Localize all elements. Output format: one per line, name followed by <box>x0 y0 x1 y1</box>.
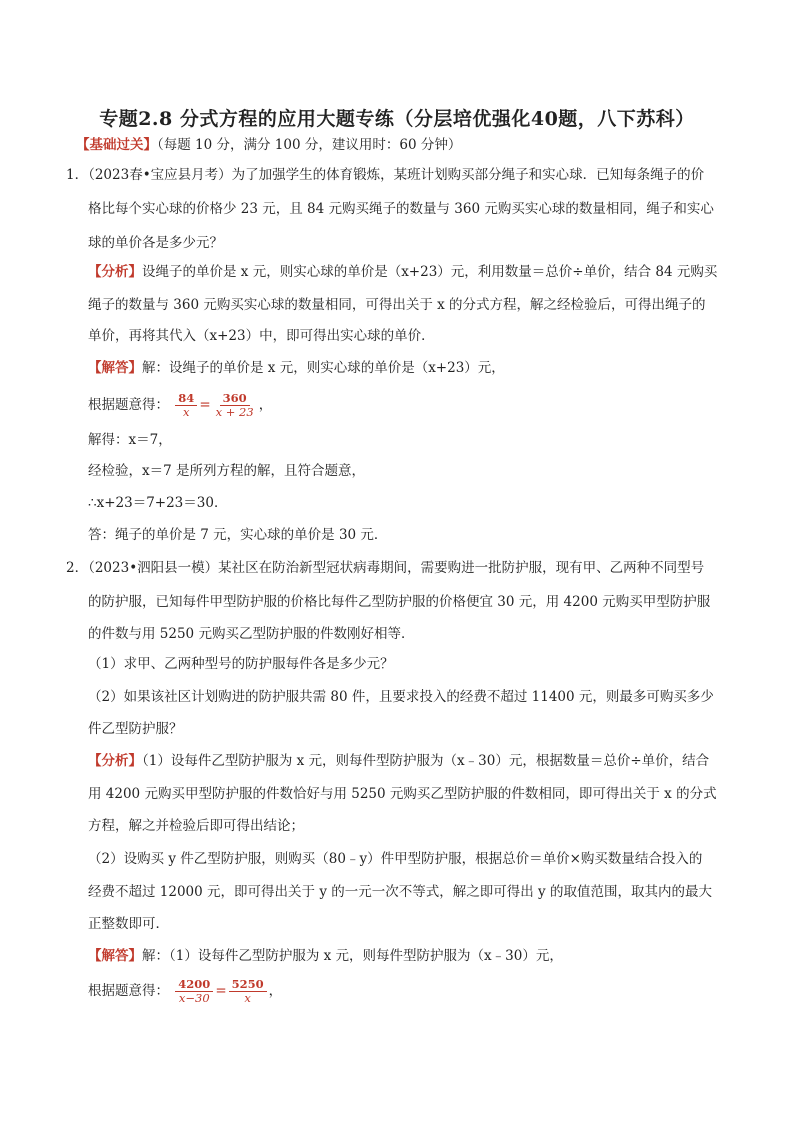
q1-analysis-2: 绳子的数量与 360 元购买实心球的数量相同，可得出关于 x 的分式方程，解之经检验后，可得出绳子的 <box>88 297 706 313</box>
q2-sub-question-2b: 件乙型防护服？ <box>88 721 183 737</box>
q1-answer-1 <box>88 358 505 378</box>
q2-eq-prefix: 根据题意得： <box>88 983 169 999</box>
q1-fraction-2 <box>213 392 257 419</box>
q1-check: 经检验，x＝7 是所列方程的解，且符合题意， <box>88 463 365 479</box>
section-tag: 【基础过关】 <box>76 137 157 153</box>
q2-line-3: 的件数与用 5250 元购买乙型防护服的件数刚好相等． <box>88 626 415 642</box>
q1-solve: 解得：x＝7， <box>88 432 172 448</box>
q1-final-answer: 答：绳子的单价是 7 元，实心球的单价是 30 元． <box>88 527 388 543</box>
q2-frac2-denominator: x <box>244 991 251 1005</box>
q2-analysis-tag: 【分析】 <box>88 753 142 769</box>
q1-frac2-denominator: x + 23 <box>215 405 254 419</box>
q2-analysis-2: 用 4200 元购买甲型防护服的件数恰好与用 5250 元购买乙型防护服的件数相同，即可得出关于 x 的分式 <box>88 786 717 802</box>
q2-fraction-2 <box>229 978 267 1005</box>
q2-analysis-5: 经费不超过 12000 元，即可得出关于 y 的一元一次不等式，解之即可得出 y 的取值范围，取其内的最大 <box>88 884 712 900</box>
q1-frac2-numerator: 360 <box>220 392 250 406</box>
q1-answer-text-1: 解：设绳子的单价是 x 元，则实心球的单价是（x+23）元， <box>142 360 505 376</box>
q1-equation <box>88 392 272 419</box>
q2-answer-text-1: 解：（1）设每件乙型防护服为 x 元，则每件型防护服为（x﹣30）元， <box>142 948 563 964</box>
q2-fraction-1 <box>175 978 213 1005</box>
section-header <box>76 135 461 155</box>
q2-analysis-3: 方程，解之并检验后即可得出结论； <box>88 818 304 834</box>
q2-analysis-6: 正整数即可． <box>88 916 169 932</box>
q1-analysis-3: 单价，再将其代入（x+23）中，即可得出实心球的单价． <box>88 328 435 344</box>
q1-equals-sign: = <box>199 397 211 413</box>
q2-frac1-denominator: x−30 <box>178 991 210 1005</box>
q2-line-1: 2．（2023•泗阳县一模）某社区在防治新型冠状病毒期间，需要购进一批防护服，现有甲、乙两种不同型号 <box>66 560 705 576</box>
q1-line-3: 球的单价各是多少元？ <box>88 235 223 251</box>
q2-equation <box>88 978 282 1005</box>
q1-fraction-1 <box>175 392 197 419</box>
q1-frac1-denominator: x <box>183 405 190 419</box>
q2-analysis-text-1: （1）设每件乙型防护服为 x 元，则每件型防护服为（x﹣30）元，根据数量＝总价÷单价，结合 <box>142 753 710 769</box>
q2-eq-suffix: ， <box>268 983 283 999</box>
q2-sub-question-2a: （2）如果该社区计划购进的防护服共需 80 件，且要求投入的经费不超过 11400 元，则最多可购买多少 <box>88 689 714 705</box>
q1-eq-prefix: 根据题意得： <box>88 397 169 413</box>
q2-equals-sign: = <box>215 983 227 999</box>
q1-eq-suffix: ， <box>258 397 273 413</box>
q2-analysis-4: （2）设购买 y 件乙型防护服，则购买（80﹣y）件甲型防护服，根据总价＝单价×购买数量结合投入的 <box>88 851 703 867</box>
q2-frac2-numerator: 5250 <box>229 978 267 992</box>
q1-therefore: ∴x+23＝7+23＝30． <box>88 495 228 511</box>
q1-frac1-numerator: 84 <box>175 392 197 406</box>
q2-answer-tag: 【解答】 <box>88 948 142 964</box>
q2-frac1-numerator: 4200 <box>175 978 213 992</box>
q1-analysis-tag: 【分析】 <box>88 264 142 280</box>
q2-line-2: 的防护服，已知每件甲型防护服的价格比每件乙型防护服的价格便宜 30 元，用 4200 元购买甲型防护服 <box>88 594 711 610</box>
q1-analysis-1 <box>88 262 717 282</box>
q2-analysis-1 <box>88 751 709 771</box>
q1-line-2: 格比每个实心球的价格少 23 元，且 84 元购买绳子的数量与 360 元购买实心球的数量相同，绳子和实心 <box>88 201 714 217</box>
q1-analysis-text-1: 设绳子的单价是 x 元，则实心球的单价是（x+23）元，利用数量＝总价÷单价，结合 84 元购买 <box>142 264 718 280</box>
q1-answer-tag: 【解答】 <box>88 360 142 376</box>
page-title: 专题2.8 分式方程的应用大题专练（分层培优强化40题，八下苏科） <box>99 108 695 130</box>
section-note: （每题 10 分，满分 100 分，建议用时：60 分钟） <box>157 137 462 153</box>
q2-answer-1 <box>88 946 563 966</box>
q1-line-1: 1．（2023春•宝应县月考）为了加强学生的体育锻炼，某班计划购买部分绳子和实心球．已知每条绳子的价 <box>66 167 705 183</box>
q2-sub-question-1: （1）求甲、乙两种型号的防护服每件各是多少元？ <box>88 656 394 672</box>
